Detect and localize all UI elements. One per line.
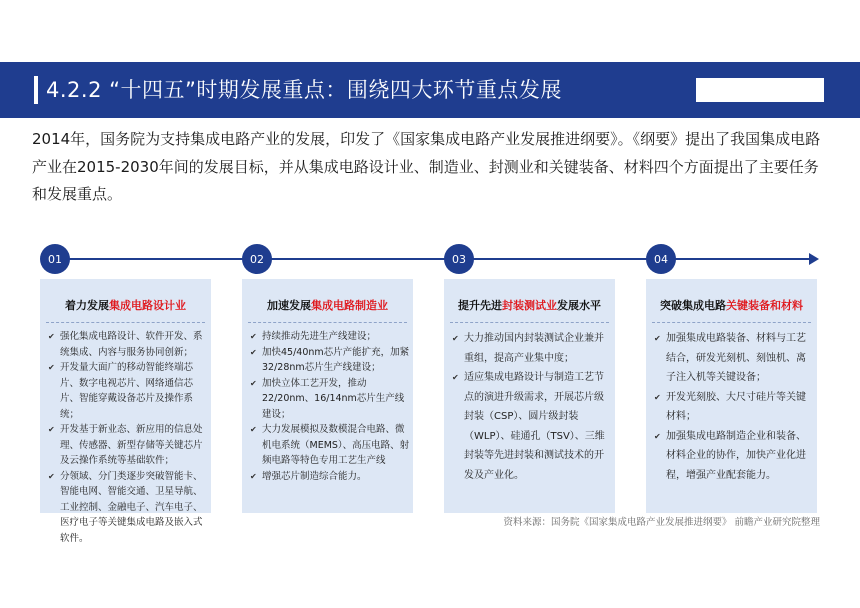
card-heading-highlight: 关键装备和材料	[726, 299, 803, 312]
card-item-list	[250, 329, 410, 484]
card-heading	[646, 297, 817, 313]
card-item: ✔ 加强集成电路制造企业和装备、材料企业的协作，加快产业化进程，增强产业配套能力。	[654, 427, 814, 486]
card-divider	[248, 322, 407, 323]
card-equipment-materials	[646, 279, 817, 513]
card-packaging-testing	[444, 279, 615, 513]
card-heading-text: 突破集成电路	[660, 299, 726, 312]
step-badge-02: 02	[242, 244, 272, 274]
card-divider	[450, 322, 609, 323]
card-heading	[40, 297, 211, 313]
card-divider	[652, 322, 811, 323]
card-item: ✔ 强化集成电路设计、软件开发、系统集成、内容与服务协同创新；	[48, 329, 208, 360]
card-item: ✔ 加快45/40nm芯片产能扩充，加紧32/28nm芯片生产线建设；	[250, 345, 410, 376]
timeline-arrow-icon	[809, 253, 819, 265]
card-item-list	[654, 329, 814, 485]
card-item: ✔ 开发量大面广的移动智能终端芯片、数字电视芯片、网络通信芯片、智能穿戴设备芯片及操作系统；	[48, 360, 208, 422]
card-item: ✔ 增强芯片制造综合能力。	[250, 469, 410, 485]
card-item: ✔ 大力推动国内封装测试企业兼并重组，提高产业集中度；	[452, 329, 612, 368]
step-badge-03: 03	[444, 244, 474, 274]
card-item-list	[452, 329, 612, 485]
card-heading-text: 加速发展	[267, 299, 311, 312]
step-badge-04: 04	[646, 244, 676, 274]
card-manufacturing	[242, 279, 413, 513]
card-item-list	[48, 329, 208, 546]
card-design	[40, 279, 211, 544]
title-logo-box	[696, 78, 824, 102]
step-badge-01: 01	[40, 244, 70, 274]
card-item: ✔ 大力发展模拟及数模混合电路、微机电系统（MEMS）、高压电路、射频电路等特色专用工艺生产线	[250, 422, 410, 469]
card-item: ✔ 分领域、分门类逐步突破智能卡、智能电网、智能交通、卫星导航、工业控制、金融电子、汽车电子、医疗电子等关键集成电路及嵌入式软件。	[48, 469, 208, 547]
card-item: ✔ 开发光刻胶、大尺寸硅片等关键材料；	[654, 388, 814, 427]
timeline-line	[52, 258, 812, 260]
source-note: 资料来源：国务院《国家集成电路产业发展推进纲要》 前瞻产业研究院整理	[503, 517, 820, 528]
card-heading	[444, 297, 615, 313]
card-item: ✔ 加强集成电路装备、材料与工艺结合，研发光刻机、刻蚀机、离子注入机等关键设备；	[654, 329, 814, 388]
card-heading	[242, 297, 413, 313]
page-title: 4.2.2 “十四五”时期发展重点：围绕四大环节重点发展	[46, 78, 562, 102]
title-accent-bar	[34, 76, 38, 104]
card-heading-highlight: 集成电路制造业	[311, 299, 388, 312]
card-heading-suffix: 发展水平	[557, 299, 601, 312]
title-bar	[0, 62, 860, 118]
intro-paragraph: 2014年，国务院为支持集成电路产业的发展，印发了《国家集成电路产业发展推进纲要》。《纲要》提出了我国集成电路产业在2015-2030年间的发展目标，并从集成电路设计业、制造业、封测业和关键装备、材料四个方面提出了主要任务和发展重点。	[32, 130, 821, 203]
card-heading-highlight: 封装测试业	[502, 299, 557, 312]
card-heading-highlight: 集成电路设计业	[109, 299, 186, 312]
card-item: ✔ 开发基于新业态、新应用的信息处理、传感器、新型存储等关键芯片及云操作系统等基础软件；	[48, 422, 208, 469]
card-item: ✔ 适应集成电路设计与制造工艺节点的演进升级需求，开展芯片级封装（CSP）、圆片级封装（WLP）、硅通孔（TSV）、三维封装等先进封装和测试技术的开发及产业化。	[452, 368, 612, 485]
card-item: ✔ 持续推动先进生产线建设；	[250, 329, 410, 345]
card-divider	[46, 322, 205, 323]
card-heading-text: 着力发展	[65, 299, 109, 312]
card-heading-text: 提升先进	[458, 299, 502, 312]
card-item: ✔ 加快立体工艺开发，推动22/20nm、16/14nm芯片生产线建设；	[250, 376, 410, 423]
